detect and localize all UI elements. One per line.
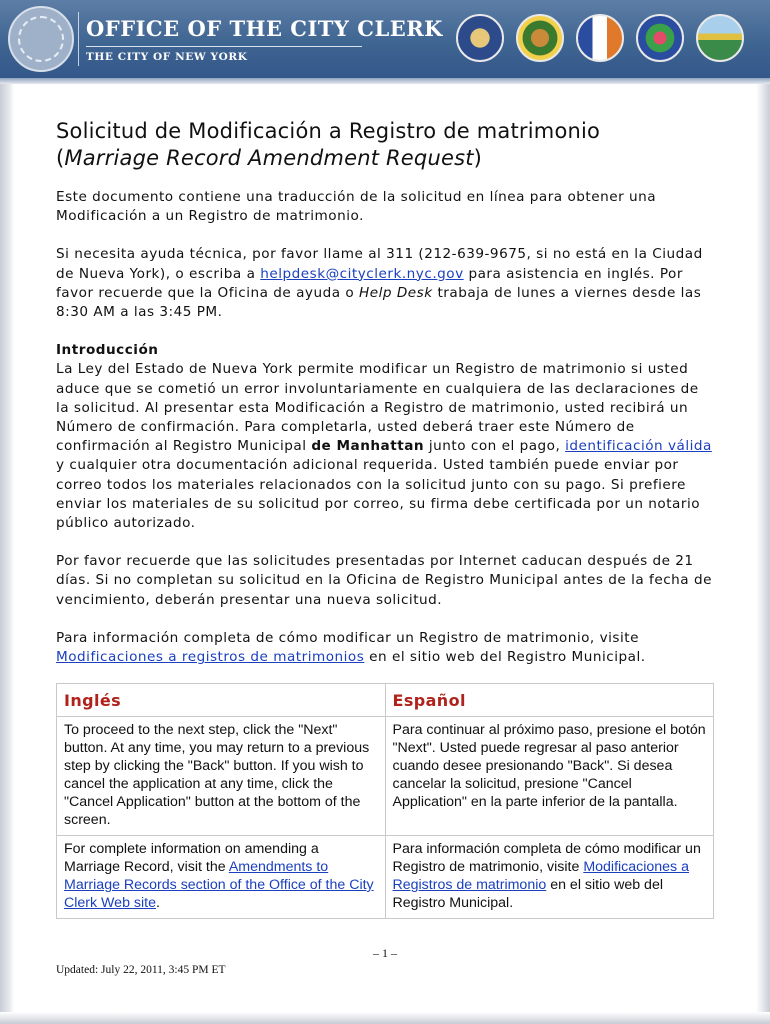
introduction-section (56, 341, 716, 533)
table-cell-spanish: Para continuar al próximo paso, presione el botón "Next". Usted puede regresar al paso anterior cuando desee presionando "Back". Si desea cancelar la solicitud, presione "Cancel Application" en la parte inferior de la pantalla. (385, 717, 714, 836)
header-divider (78, 12, 79, 66)
office-subtitle: THE CITY OF NEW YORK (86, 51, 248, 63)
expiration-paragraph: Por favor recuerde que las solicitudes presentadas por Internet caducan después de 21 días. Si no completan su solicitud en la Oficina de Registro Municipal antes de la fecha de vencimiento, deberán presentar una nueva solicitud. (56, 553, 712, 608)
office-title: OFFICE OF THE CITY CLERK (86, 16, 443, 41)
column-header-spanish: Español (385, 684, 714, 717)
help-text-2: para asistencia en inglés. Por favor recuerde que la Oficina de ayuda o (56, 265, 683, 301)
more-info-paragraph (56, 629, 716, 667)
row2-es-text-1: Para información completa de cómo modificar un Registro de matrimonio, visite (392, 841, 701, 875)
city-seal-icon (8, 6, 74, 72)
help-desk-term: Help Desk (359, 284, 433, 301)
table-row (57, 836, 714, 919)
marriage-amendments-link[interactable]: Modificaciones a registros de matrimonios (56, 649, 365, 666)
header-banner (0, 0, 770, 78)
table-header-row (57, 684, 714, 717)
registros-matrimonio-link[interactable]: Modificaciones a Registros de matrimonio (392, 859, 689, 893)
title-paren-open: ( (56, 146, 65, 170)
document-title (56, 118, 716, 172)
title-spanish: Solicitud de Modificación a Registro de matrimonio (56, 119, 601, 143)
intro-text-3: y cualquier otra documentación adicional requerida. Usted también puede enviar por correo todos los materiales relacionados con la solicitud junto con su pago. Si prefiere enviar los materiales de su solicitud por correo, su firma debe certificada por un notario público autorizado. (56, 457, 701, 532)
intro-paragraph: Este documento contiene una traducción de la solicitud en línea para obtener una Modificación a un Registro de matrimonio. (56, 189, 657, 225)
row2-en-text-1: For complete information on amending a Marriage Record, visit the (64, 841, 319, 875)
amendments-section-link[interactable]: Amendments to Marriage Records section of the Office of the City Clerk Web site (64, 859, 374, 911)
updated-timestamp: Updated: July 22, 2011, 3:45 PM ET (56, 964, 226, 976)
table-cell-english (57, 836, 386, 919)
introduction-heading: Introducción (56, 342, 159, 359)
header-shadow (0, 78, 770, 84)
borough-seal-bronx-icon (516, 14, 564, 62)
help-text-3: trabaja de lunes a viernes desde las 8:30 AM a las 3:45 PM. (56, 284, 702, 321)
title-english: Marriage Record Amendment Request (64, 146, 474, 170)
document-content (56, 118, 716, 686)
title-paren-close: ) (473, 146, 483, 170)
borough-seal-brooklyn-icon (576, 14, 624, 62)
help-text-1: Si necesita ayuda técnica, por favor llame al 311 (212-639-9675, si no está en la Ciudad de Nueva York), o escriba a (56, 246, 703, 282)
intro-bold-manhattan: de Manhattan (311, 438, 425, 455)
more-info-text-1: Para información completa de cómo modificar un Registro de matrimonio, visite (56, 629, 639, 646)
page-number: – 1 – (373, 946, 397, 960)
column-header-english: Inglés (57, 684, 386, 717)
row2-en-text-2: . (155, 895, 160, 911)
translation-table (56, 683, 714, 919)
borough-seal-staten-island-icon (696, 14, 744, 62)
row2-es-text-2: en el sitio web del Registro Municipal. (392, 877, 663, 911)
help-paragraph (56, 245, 716, 322)
borough-seal-queens-icon (636, 14, 684, 62)
table-row (57, 717, 714, 836)
valid-id-link[interactable]: identificación válida (565, 438, 712, 455)
table-cell-spanish (385, 836, 714, 919)
office-title-rule (86, 46, 362, 47)
helpdesk-email-link[interactable]: helpdesk@cityclerk.nyc.gov (260, 265, 464, 282)
page-bottom-edge (0, 1012, 770, 1024)
intro-text-2: junto con el pago, (424, 438, 566, 455)
table-cell-english: To proceed to the next step, click the "Next" button. At any time, you may return to a previous step by clicking the "Back" button. If you wish to cancel the application at any time, click the "Cancel Application" button at the bottom of the screen. (57, 717, 386, 836)
borough-seal-manhattan-icon (456, 14, 504, 62)
intro-text-1: La Ley del Estado de Nueva York permite modificar un Registro de matrimonio si usted aduce que se cometió un error involuntariamente en cualquiera de las declaraciones de la solicitud. Al presentar esta Modificación a Registro de matrimonio, usted recibirá un Número de confirmación. Para completarla, usted deberá traer este Número de confirmación al Registro Municipal (56, 361, 699, 455)
more-info-text-2: en el sitio web del Registro Municipal. (364, 649, 646, 666)
